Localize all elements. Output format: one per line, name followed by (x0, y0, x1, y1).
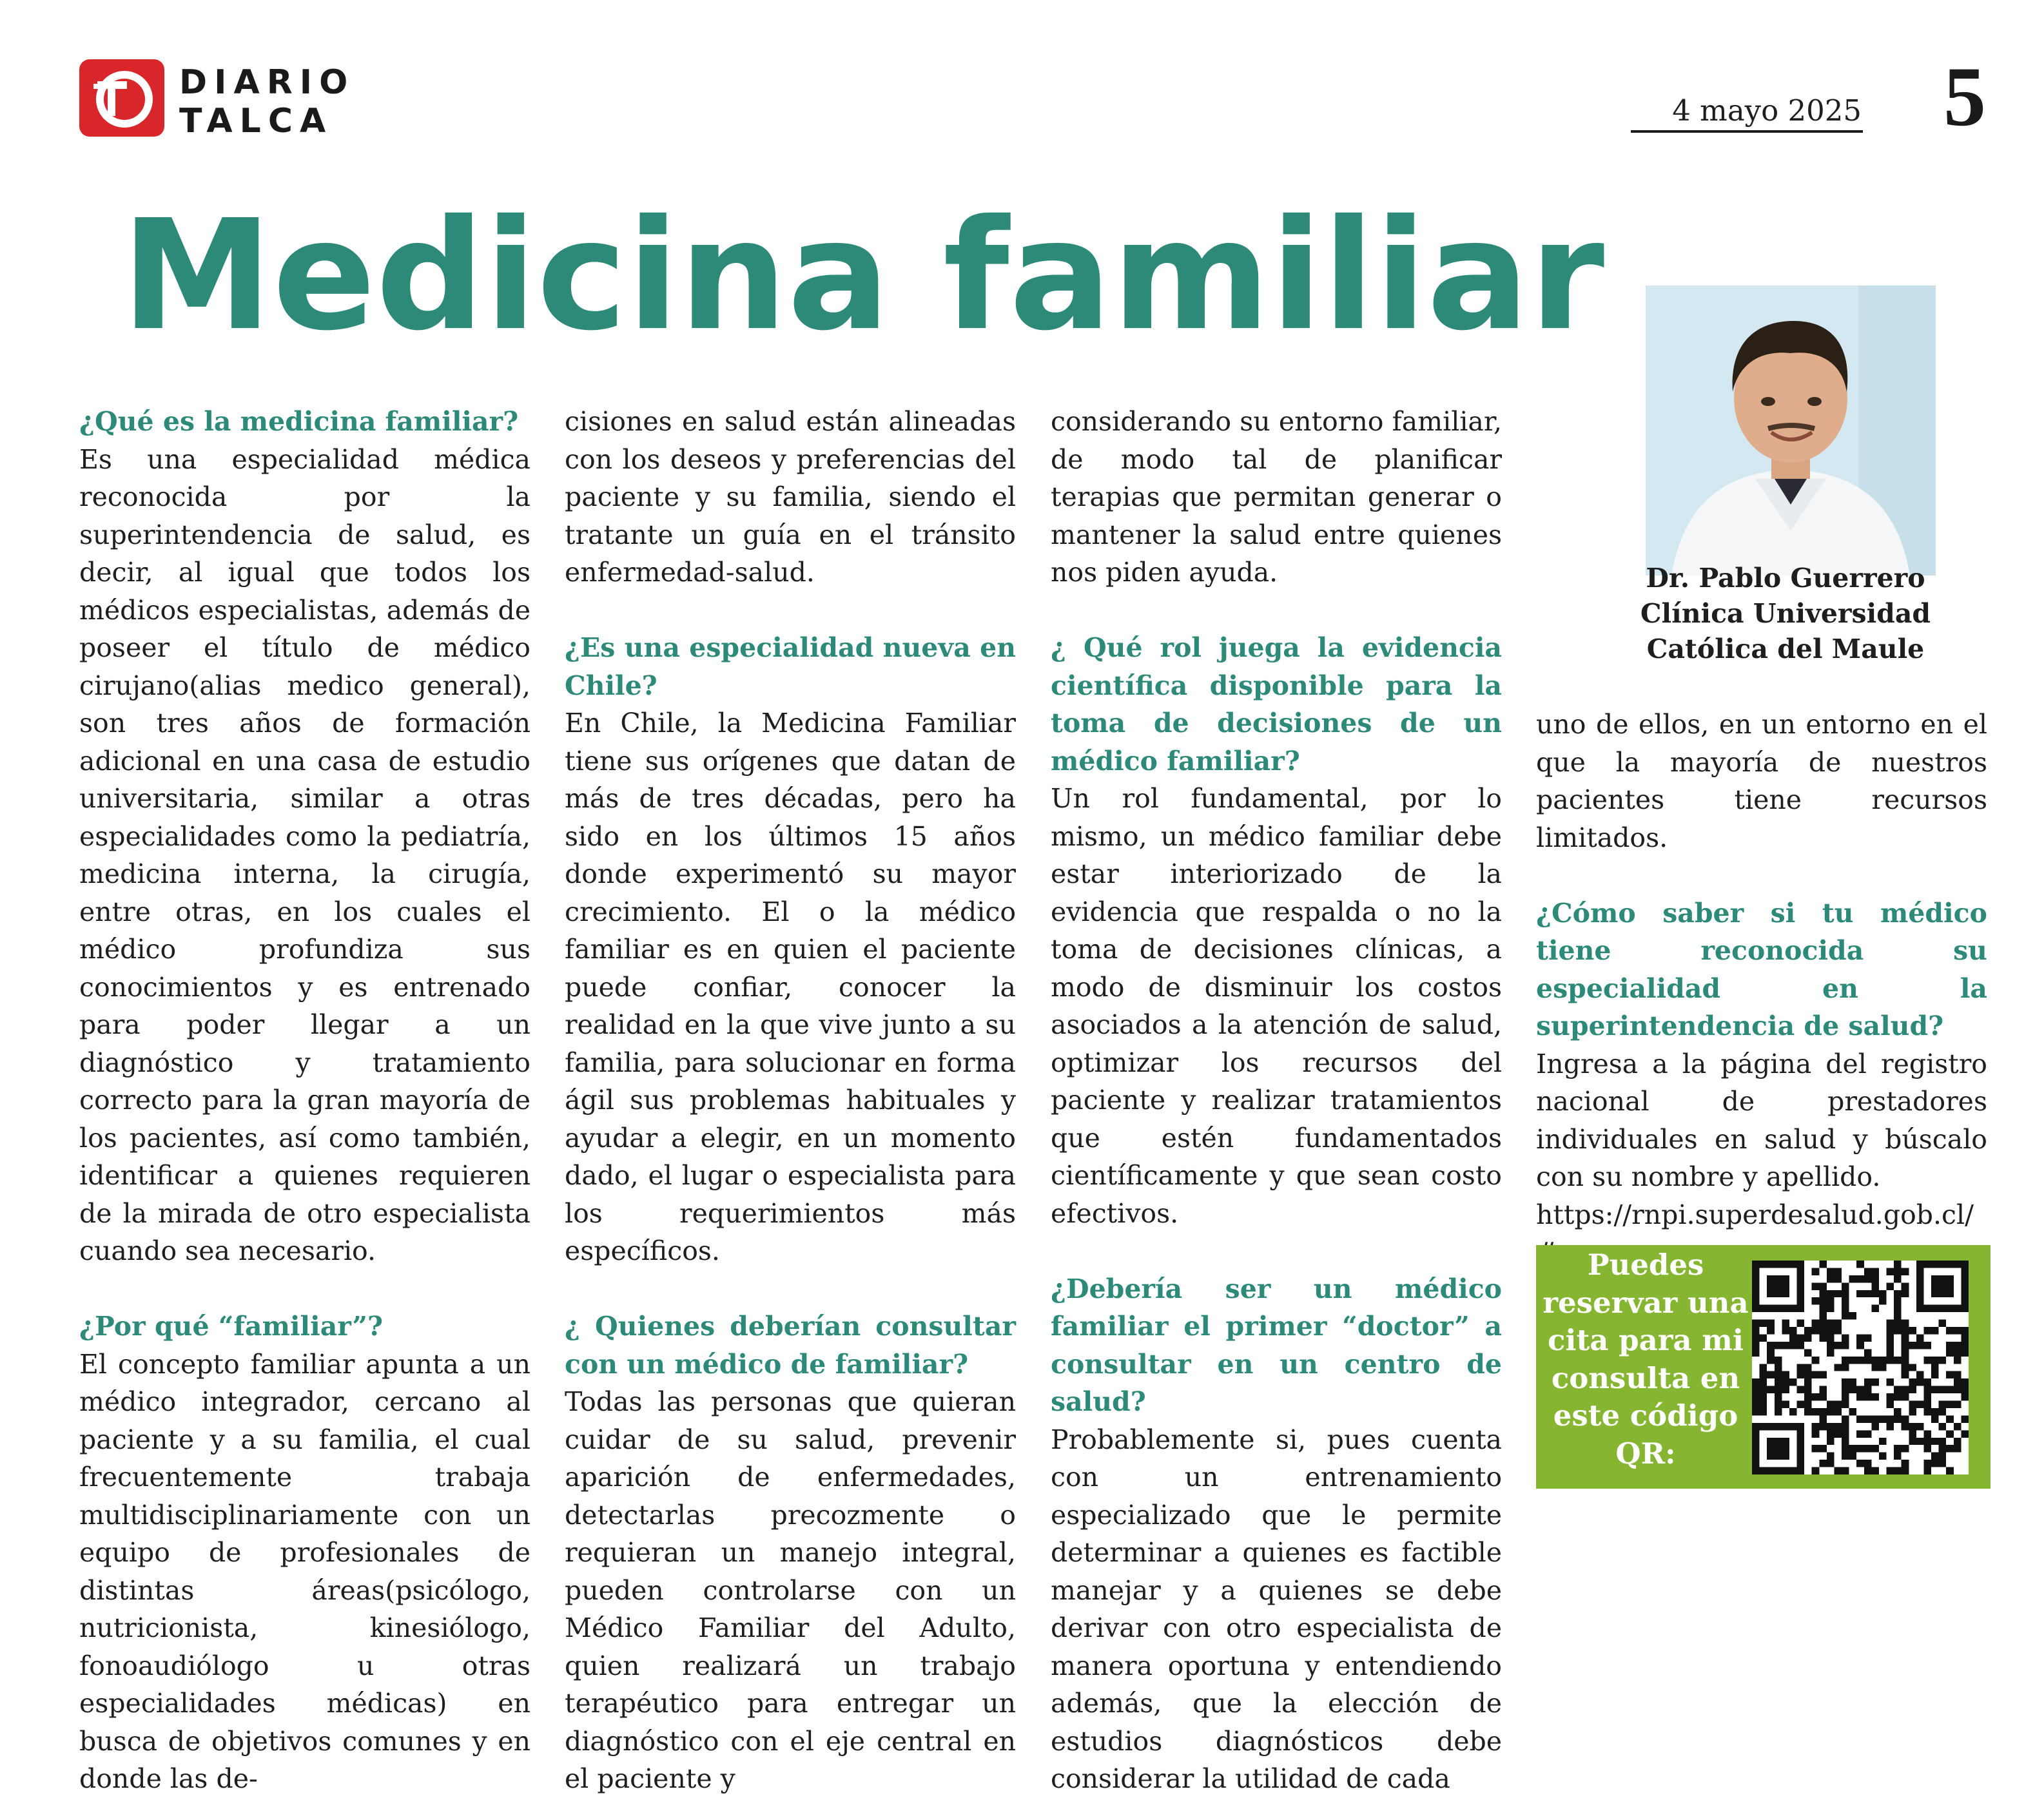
section-heading: ¿ Qué rol juega la evidencia científica disponible para la toma de decisiones de un médico familiar? (1051, 632, 1502, 777)
article-column-1 (79, 403, 530, 1798)
article-column-3 (1051, 403, 1502, 1798)
section-body: En Chile, la Medicina Familiar tiene sus orígenes que datan de más de tres décadas, pero ha sido en los últimos 15 años donde experimentó su mayor crecimiento. El o la médico familiar es en quien el paciente puede confiar, conocer la realidad en la que vive junto a su familia, para solucionar en forma ágil sus problemas habituales y ayudar a elegir, en un momento dado, el lugar o especialista para los requerimientos más específicos. (565, 708, 1016, 1266)
qr-instructions: Puedes reservar una cita para mi consulta en este código QR: (1543, 1248, 1749, 1471)
section-heading: ¿Qué es la medicina familiar? (79, 406, 519, 437)
author-portrait (1646, 285, 1936, 575)
issue-date: 4 mayo 2025 (1631, 92, 1863, 133)
section-heading: ¿Por qué “familiar”? (79, 1311, 383, 1342)
section-heading: ¿Debería ser un médico familiar el primer “doctor” a consultar en un centro de salud? (1051, 1273, 1502, 1417)
section-heading: ¿Cómo saber si tu médico tiene reconocida su especialidad en la superintendencia de salud? (1536, 897, 1987, 1041)
page-headline: Medicina familiar (121, 187, 1605, 364)
qr-code-icon[interactable] (1752, 1261, 1969, 1474)
diario-talca-logo-icon[interactable] (79, 59, 164, 137)
section-body: Todas las personas que quieran cuidar de su salud, prevenir aparición de enfermedades, detectarlas precozmente o requieran un manejo integral, pueden controlarse con un Médico Familiar del Adulto, quien realizará un trabajo terapéutico para entregar un diagnóstico con el eje central en el paciente y (565, 1386, 1016, 1794)
logo-line-2: TALCA (179, 102, 333, 140)
article-column-4 (1536, 706, 1987, 1271)
page-number: 5 (1943, 49, 1986, 144)
section-heading: ¿ Quienes deberían consultar con un médico de familiar? (565, 1311, 1016, 1380)
masthead-logo-text[interactable] (179, 63, 355, 140)
registry-url-link[interactable]: https://rnpi.superdesalud.gob.cl/ (1536, 1199, 1974, 1230)
section-body: Es una especialidad médica reconocida por la superintendencia de salud, es decir, al igual que todos los médicos especialistas, además de poseer el título de médico cirujano(alias medico general), son tres años de formación adicional en una casa de estudio universitaria, similar a otras especialidades como la pediatría, medicina interna, la cirugía, entre otras, en los cuales el médico profundiza sus conocimientos y es entrenado para poder llegar a un diagnóstico y tratamiento correcto para la gran mayoría de los pacientes, así como también, identificar a quienes requieren de la mirada de otro especialista cuando sea necesario. (79, 443, 530, 1266)
article-column-2 (565, 403, 1016, 1798)
qr-booking-box (1536, 1245, 1990, 1489)
section-body: Ingresa a la página del registro nacional de prestadores individuales en salud y búscalo con su nombre y apellido. (1536, 1048, 1987, 1192)
author-institution-line-1: Clínica Universidad (1640, 598, 1931, 629)
section-body: El concepto familiar apunta a un médico integrador, cercano al paciente y a su familia, el cual frecuentemente trabaja multidisciplinariamente con un equipo de profesionales de distintas áreas(psicólogo, nutricionista, kinesiólogo, fonoaudiólogo u otras especialidades médicas) en busca de objetivos comunes y en donde las de- (79, 1348, 530, 1794)
section-heading: ¿Es una especialidad nueva en Chile? (565, 632, 1016, 701)
section-body-continued: considerando su entorno familiar, de modo tal de planificar terapias que permitan generar o mantener la salud entre quienes nos piden ayuda. (1051, 406, 1502, 588)
author-institution-line-2: Católica del Maule (1646, 633, 1925, 664)
section-body: Probablemente si, pues cuenta con un entrenamiento especializado que le permite determinar a quienes es factible manejar y a quienes se debe derivar con otro especialista de manera oportuna y entendiendo además, que la elección de estudios diagnósticos debe considerar la utilidad de cada (1051, 1424, 1502, 1794)
logo-line-1: DIARIO (179, 63, 355, 102)
author-name: Dr. Pablo Guerrero (1646, 563, 1925, 594)
section-body-continued: cisiones en salud están alineadas con los deseos y preferencias del paciente y su familia, siendo el tratante un guía en el tránsito enfermedad-salud. (565, 406, 1016, 588)
portrait-photo (1646, 285, 1936, 575)
section-body-continued: uno de ellos, en un entorno en el que la mayoría de nuestros pacientes tiene recursos limitados. (1536, 709, 1987, 853)
section-body: Un rol fundamental, por lo mismo, un médico familiar debe estar interiorizado de la evidencia que respalda o no la toma de decisiones clínicas, a modo de disminuir los costos asociados a la atención de salud, optimizar los recursos del paciente y realizar tratamientos que estén fundamentados científicamente y que sean costo efectivos. (1051, 783, 1502, 1229)
author-byline (1592, 561, 1979, 667)
